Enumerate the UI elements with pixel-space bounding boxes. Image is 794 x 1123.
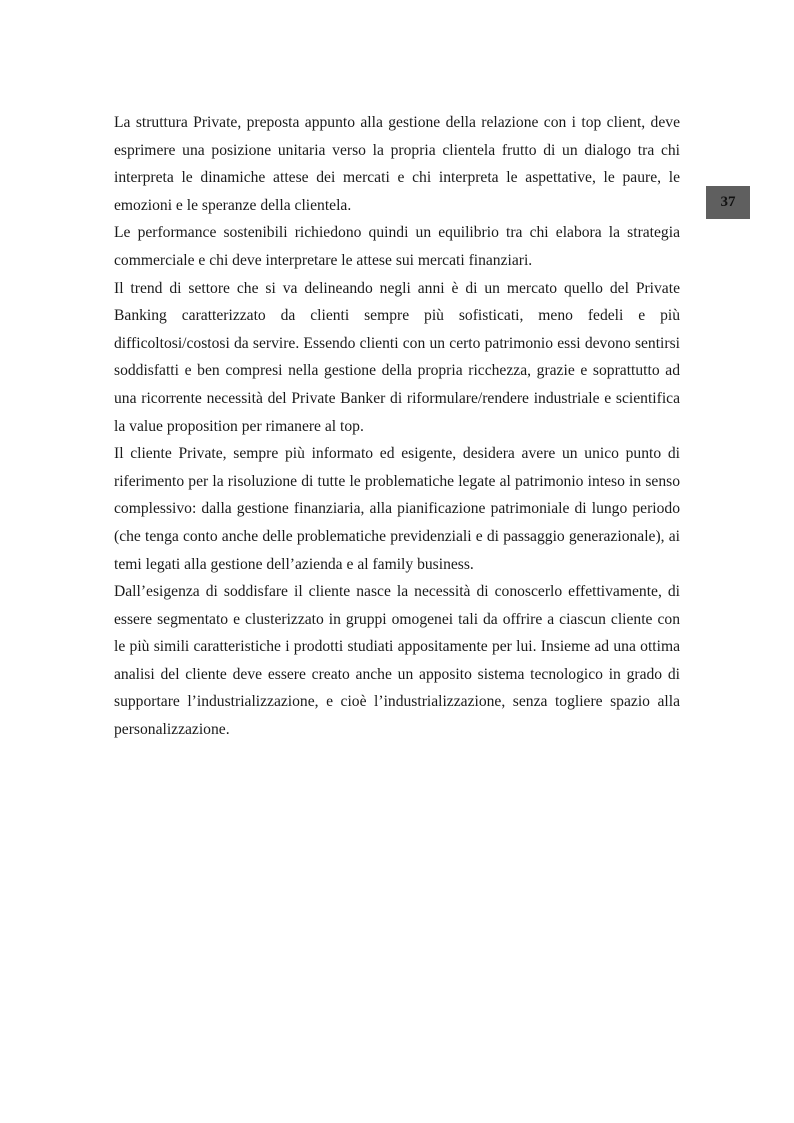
paragraph-sustainable-performance: Le performance sostenibili richiedono quindi un equilibrio tra chi elabora la strategia commerciale e chi deve interpretare le attese sui mercati finanziari. [114,224,680,269]
paragraph-private-client: Il cliente Private, sempre più informato ed esigente, desidera avere un unico punto di riferimento per la risoluzione di tutte le problematiche legate al patrimonio inteso in senso complessivo: dalla gestione finanziaria, alla pianificazione patrimoniale di lungo periodo (che tenga conto anche delle problematiche previdenziali e di passaggio generazionale), ai temi legati alla gestione dell’azienda e al family business. [114,445,680,573]
page-number-badge [706,186,750,219]
paragraph-client-segmentation: Dall’esigenza di soddisfare il cliente nasce la necessità di conoscerlo effettivamente, di essere segmentato e clusterizzato in gruppi omogenei tali da offrire a ciascun cliente con le più simili caratteristiche i prodotti studiati appositamente per lui. Insieme ad una ottima analisi del cliente deve essere creato anche un apposito sistema tecnologico in grado di supportare l’industrializzazione, e cioè l’industrializzazione, senza togliere spazio alla personalizzazione. [114,583,680,739]
page-number: 37 [720,194,736,210]
paragraph-private-structure: La struttura Private, preposta appunto alla gestione della relazione con i top client, deve esprimere una posizione unitaria verso la propria clientela frutto di un dialogo tra chi interpreta le dinamiche attese dei mercati e chi interpreta le aspettative, le paure, le emozioni e le speranze della clientela. [114,114,680,214]
document-body [114,109,680,744]
paragraph-sector-trend: Il trend di settore che si va delineando negli anni è di un mercato quello del Private Banking caratterizzato da clienti sempre più sofisticati, meno fedeli e più difficoltosi/costosi da servire. Essendo clienti con un certo patrimonio essi devono sentirsi soddisfatti e ben compresi nella gestione della propria ricchezza, grazie e soprattutto ad una ricorrente necessità del Private Banker di riformulare/rendere industriale e scientifica la value proposition per rimanere al top. [114,279,680,435]
